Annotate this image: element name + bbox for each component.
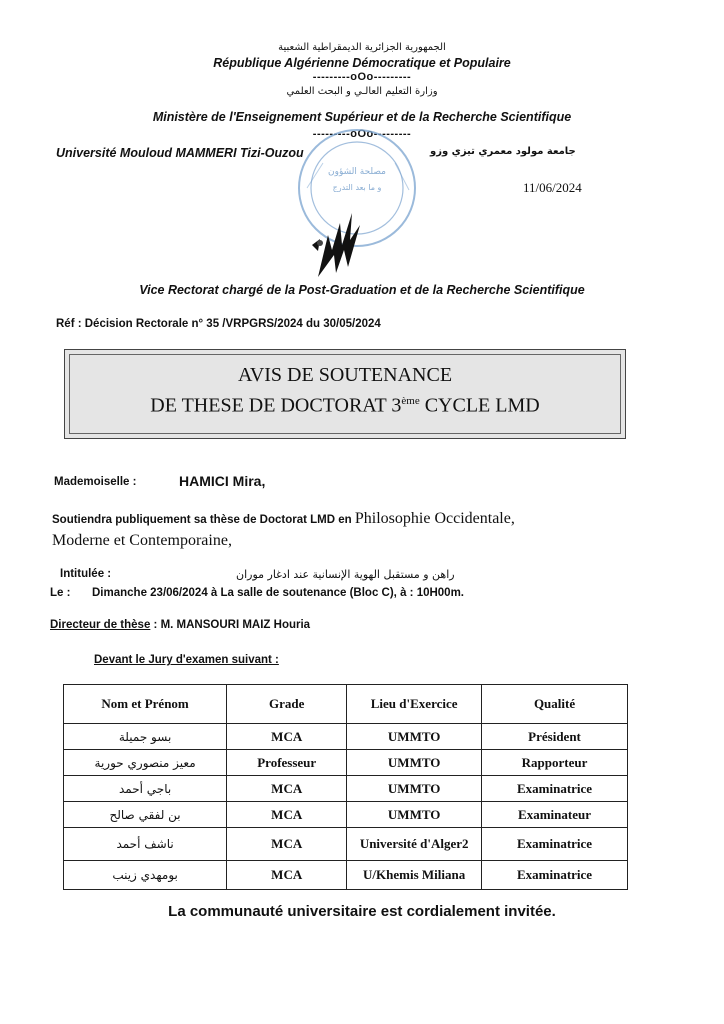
candidate-name: HAMICI Mira, [179, 473, 266, 489]
avis-title-prefix: DE THESE DE DOCTORAT 3 [150, 394, 402, 417]
header-name: Nom et Prénom [64, 685, 227, 724]
jury-member-lieu: U/Khemis Miliana [347, 861, 482, 890]
jury-member-name: بسو جميلة [64, 724, 227, 750]
stamp-text: و ما بعد التدرج [332, 183, 382, 192]
stamp-text: مصلحة الشؤون [328, 167, 386, 177]
table-row [64, 776, 628, 802]
footer-invitation: La communauté universitaire est cordialement invitée. [168, 903, 556, 920]
jury-member-qualite: Rapporteur [482, 750, 628, 776]
jury-member-qualite: Examinateur [482, 802, 628, 828]
jury-member-name: باجي أحمد [64, 776, 227, 802]
jury-member-grade: Professeur [227, 750, 347, 776]
avis-title-line1: AVIS DE SOUTENANCE [237, 364, 453, 386]
table-row [64, 724, 628, 750]
avis-title-box [64, 349, 626, 439]
table-row [64, 828, 628, 861]
director-label: Directeur de thèse [50, 619, 151, 631]
jury-member-grade: MCA [227, 802, 347, 828]
candidate-label: Mademoiselle : [54, 476, 137, 488]
table-row [64, 750, 628, 776]
jury-member-grade: MCA [227, 776, 347, 802]
avis-title-line2 [65, 388, 625, 419]
jury-member-lieu: UMMTO [347, 776, 482, 802]
university-logo [310, 205, 370, 280]
date-label: Le : [50, 587, 71, 599]
jury-member-name: ناشف أحمد [64, 828, 227, 861]
jury-member-lieu: UMMTO [347, 802, 482, 828]
university-french: Université Mouloud MAMMERI Tizi-Ouzou [56, 146, 304, 160]
table-row [64, 802, 628, 828]
jury-intro: Devant le Jury d'examen suivant : [94, 654, 279, 666]
republic-arabic: الجمهورية الجزائرية الديمقراطية الشعبية [278, 42, 446, 53]
director-line [50, 619, 310, 631]
jury-member-lieu: Université d'Alger2 [347, 828, 482, 861]
avis-title-suffix: CYCLE LMD [419, 394, 540, 417]
header-qualite: Qualité [482, 685, 628, 724]
jury-member-qualite: Examinatrice [482, 861, 628, 890]
director-name: : M. MANSOURI MAIZ Houria [150, 619, 311, 631]
intitulee-label: Intitulée : [60, 568, 112, 580]
jury-table [63, 684, 628, 890]
university-arabic: جامعة مولود معمري تيزي وزو [430, 146, 576, 157]
thesis-field: Philosophie Occidentale, [354, 510, 515, 527]
jury-member-qualite: Examinatrice [482, 828, 628, 861]
jury-member-lieu: UMMTO [347, 750, 482, 776]
ministry-french: Ministère de l'Enseignement Supérieur et de la Recherche Scientifique [152, 110, 572, 124]
jury-member-grade: MCA [227, 828, 347, 861]
jury-member-name: بومهدي زينب [64, 861, 227, 890]
soutiendra-text: Soutiendra publiquement sa thèse de Doctorat LMD en [52, 514, 355, 526]
header-lieu: Lieu d'Exercice [347, 685, 482, 724]
thesis-title-arabic: راهن و مستقبل الهوية الإنسانية عند ادغار موران [236, 568, 455, 581]
jury-member-lieu: UMMTO [347, 724, 482, 750]
jury-member-grade: MCA [227, 724, 347, 750]
soutiendra-paragraph [52, 510, 672, 528]
jury-header-row [64, 685, 628, 724]
header-grade: Grade [227, 685, 347, 724]
reference: Réf : Décision Rectorale n° 35 /VRPGRS/2024 du 30/05/2024 [56, 318, 381, 330]
jury-member-qualite: Président [482, 724, 628, 750]
jury-member-name: معيز منصوري حورية [64, 750, 227, 776]
jury-member-grade: MCA [227, 861, 347, 890]
table-row [64, 861, 628, 890]
defense-date-location: Dimanche 23/06/2024 à La salle de soutenance (Bloc C), à : 10H00m. [92, 587, 464, 599]
ministry-arabic: وزارة التعليم العالـي و البحث العلمي [286, 86, 438, 97]
document-date: 11/06/2024 [523, 180, 582, 195]
jury-member-qualite: Examinatrice [482, 776, 628, 802]
vice-rectorat: Vice Rectorat chargé de la Post-Graduation et de la Recherche Scientifique [139, 283, 585, 297]
separator: ---------oOo--------- [312, 128, 412, 140]
jury-member-name: بن لفقي صالح [64, 802, 227, 828]
thesis-field-line2: Moderne et Contemporaine, [52, 532, 232, 549]
separator: ---------oOo--------- [312, 71, 412, 83]
avis-title-sup: ème [401, 395, 420, 407]
republic-french: République Algérienne Démocratique et Populaire [213, 56, 511, 70]
